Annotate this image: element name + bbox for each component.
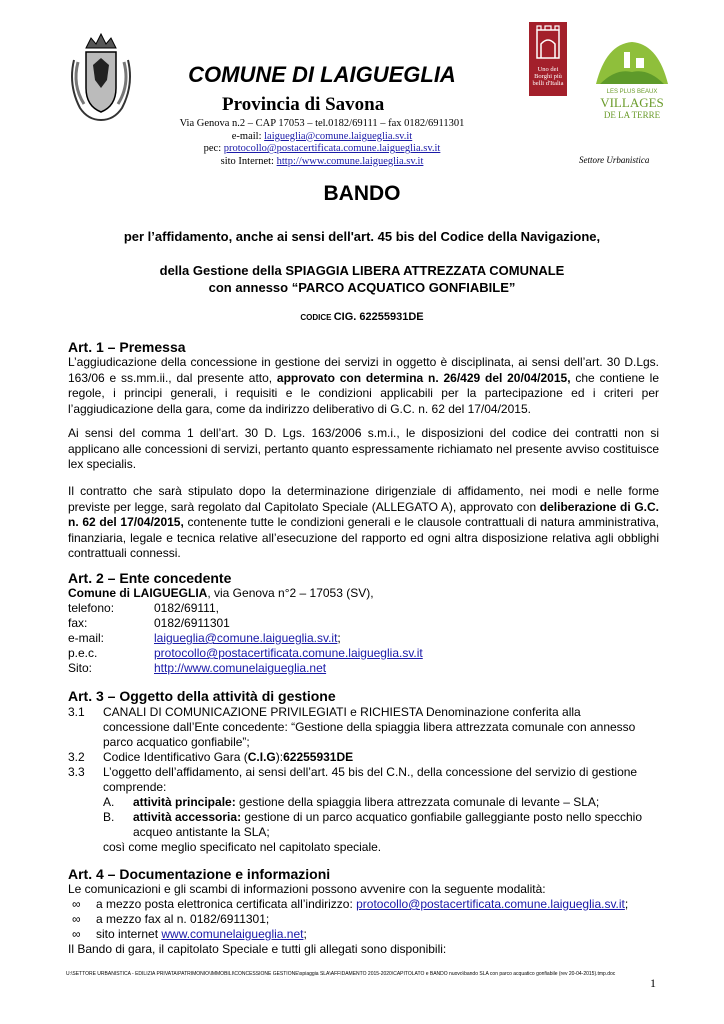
art3-item-3-1-continued: concessione dall’Ente concedente: “Gestione della spiaggia libera attrezzata comunale con annesso parco acquatico gonfiabile”; [103,720,636,749]
art4-pec-link[interactable]: protocollo@postacertificata.comune.laigueglia.sv.it [356,897,625,911]
ente-email-row: e-mail: laigueglia@comune.laigueglia.sv.it; [68,631,341,645]
art1-heading: Art. 1 – Premessa [68,339,186,355]
email-line: e-mail: laigueglia@comune.laigueglia.sv.it [231,130,413,142]
art4-heading: Art. 4 – Documentazione e informazioni [68,866,331,882]
ente-site-row: Sito: http://www.comunelaigueglia.net [68,661,327,675]
ente-pec-link[interactable]: protocollo@postacertificata.comune.laigueglia.sv.it [154,646,423,660]
art3-item-a: A. attività principale: gestione della spiaggia libera attrezzata comunale di levante – SLA; [103,795,600,809]
bullet-infinity-icon: ∞ [72,927,81,941]
art4-site-link[interactable]: www.comunelaigueglia.net [161,927,304,941]
villages-logo-line2: VILLAGES [600,95,664,110]
art1-paragraph2: Ai sensi del comma 1 dell’art. 30 D. Lgs. 163/2006 s.m.i., le disposizioni del codice dei contratti non si applicano alle concessioni di servizi, pertanto quanto espressamente richiamato nel presente avviso costituisce lex specialis. [68,426,659,471]
ente-email-link[interactable]: laigueglia@comune.laigueglia.sv.it [154,631,338,645]
art3-closing: così come meglio specificato nel capitolato speciale. [103,840,382,854]
site-link[interactable]: http://www.comune.laigueglia.sv.it [276,155,424,167]
art4-intro: Le comunicazioni e gli scambi di informazioni possono avvenire con la seguente modalità: [68,882,546,896]
borghi-logo [529,22,567,96]
cig-code: CODICE CIG. 62255931DE [300,311,424,323]
bullet-infinity-icon: ∞ [72,897,81,911]
address-line: Via Genova n.2 – CAP 17053 – tel.0182/69111 – fax 0182/6911301 [179,118,465,129]
art3-item-3-3: 3.3 L’oggetto dell’affidamento, ai sensi dell’art. 45 bis del C.N., della concessione del servizio di gestione comprende: [68,765,638,794]
villages-logo-line1: LES PLUS BEAUX [606,89,658,95]
art4-final-line: Il Bando di gara, il capitolato Speciale e tutti gli allegati sono disponibili: [68,942,447,956]
art1-paragraph3: Il contratto che sarà stipulato dopo la determinazione dirigenziale di affidamento, nei modi e nelle forme previste per legge, sarà regolato dal Capitolato Speciale (ALLEGATO A), approvato con deliberazione di G.C. n. 62 del 17/04/2015, contenente tutte le condizioni generali e le clausole contrattuali di natura amministrativa, finanziaria, legale e tecnica relative all’esecuzione del rapporto ed ogni altra disposizione relativa agli obblighi contrattuali connessi. [68,484,659,560]
pec-line: pec: protocollo@postacertificata.comune.laigueglia.sv.it [203,143,441,154]
ente-pec-row: p.e.c. protocollo@postacertificata.comune.laigueglia.sv.it [68,646,423,660]
subtitle-line2: della Gestione della SPIAGGIA LIBERA ATTREZZATA COMUNALE [159,263,565,278]
art1-paragraph1: L’aggiudicazione della concessione in gestione dei servizi in oggetto è disciplinata, ai sensi dell’art. 30 D.Lgs. 163/06 e ss.mm.ii., dal presente atto, approvato con determina n. 26/429 del 20/04/2015, che contiene le regole, i principi generali, i requisiti e le condizioni applicabili per la partecipazione ed i criteri per l’aggiudicazione della gara, come da indirizzo deliberativo di G.C. n. 62 del 17/04/2015. [68,355,659,416]
page-number: 1 [650,976,656,990]
email-link[interactable]: laigueglia@comune.laigueglia.sv.it [264,130,413,142]
art2-heading: Art. 2 – Ente concedente [68,570,232,586]
settore-label: Settore Urbanistica [579,155,650,165]
footer-file-path: U:\SETTORE URBANISTICA - EDILIZIA PRIVATA\PATRIMONIO\IMMOBILI\CONCESSIONE GESTIONE\spiaggia SLA\AFFIDAMENTO 2015-2020\CAPITOLATO e BANDO nuovo\bando SLA con parco acquatico gonfiabile (rev 20-04-2015).tmp.doc [66,971,616,977]
ente-name-line: Comune di LAIGUEGLIA, via Genova n°2 – 17053 (SV), [68,586,374,600]
provincia-title: Provincia di Savona [222,94,385,115]
art4-bullet-pec: ∞ a mezzo posta elettronica certificata all’indirizzo: protocollo@postacertificata.comune.laigueglia.sv.it; [72,897,629,911]
ente-site-link[interactable]: http://www.comunelaigueglia.net [154,661,327,675]
art3-item-3-1: 3.1 CANALI DI COMUNICAZIONE PRIVILEGIATI e RICHIESTA Denominazione conferita alla [68,705,581,719]
comune-title: COMUNE DI LAIGUEGLIA [188,62,456,87]
bullet-infinity-icon: ∞ [72,912,81,926]
site-line: sito Internet: http://www.comune.laigueglia.sv.it [220,155,424,167]
ente-fax-row: fax: 0182/6911301 [68,616,230,630]
subtitle-line3: con annesso “PARCO ACQUATICO GONFIABILE” [208,280,516,295]
document-title: BANDO [323,182,401,205]
villages-logo [586,38,678,126]
art3-heading: Art. 3 – Oggetto della attività di gestione [68,688,336,704]
subtitle-line1: per l’affidamento, anche ai sensi dell'art. 45 bis del Codice della Navigazione, [123,229,601,244]
villages-logo-line3: DE LA TERRE [603,110,661,120]
art4-bullet-site: ∞ sito internet www.comunelaigueglia.net; [72,927,307,941]
art4-bullet-fax: ∞ a mezzo fax al n. 0182/6911301; [72,912,270,926]
art3-item-3-2: 3.2 Codice Identificativo Gara (C.I.G):62255931DE [68,750,354,764]
borghi-logo-text: Uno dei Borghi più belli d'Italia [532,66,564,87]
subtitle-block [0,262,724,296]
pec-link[interactable]: protocollo@postacertificata.comune.laigueglia.sv.it [223,143,441,154]
art3-item-b: B. attività accessoria: gestione di un parco acquatico gonfiabile galleggiante posto nello specchio acqueo antistante la SLA; [103,810,643,839]
ente-phone-row: telefono: 0182/69111, [68,601,219,615]
